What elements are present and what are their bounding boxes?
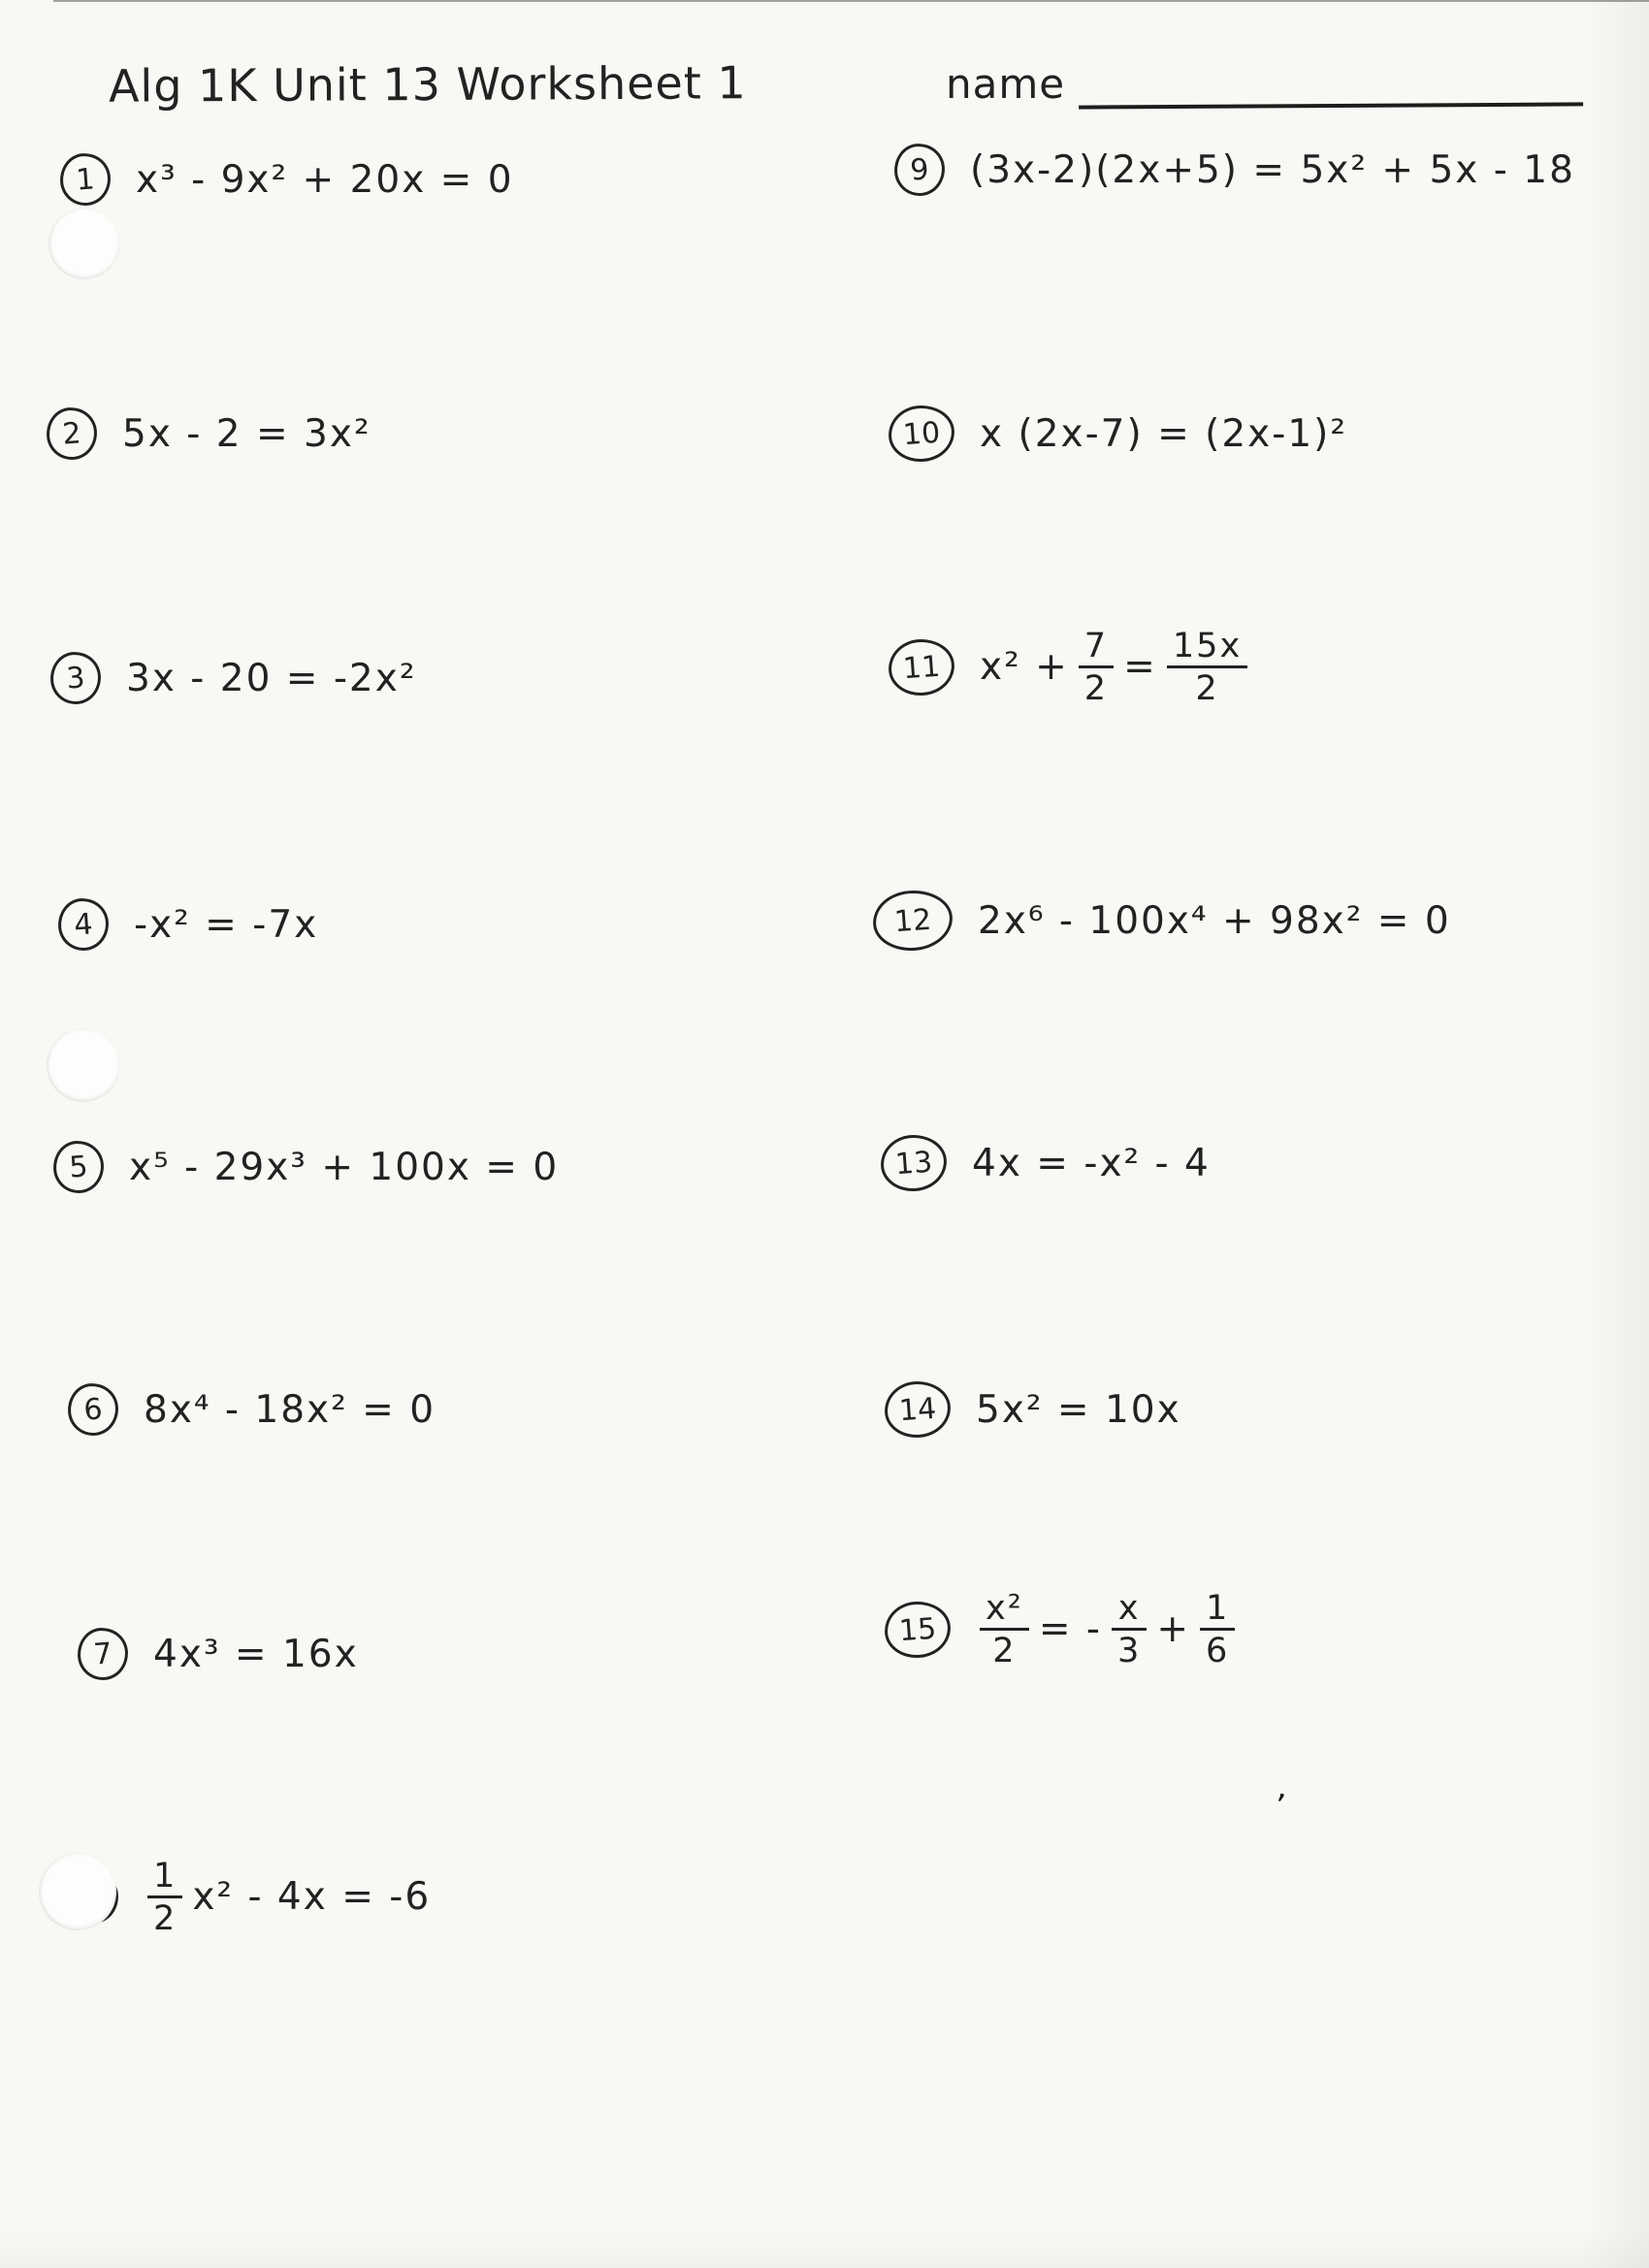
hole-punch-middle: [47, 1028, 120, 1102]
worksheet-title: Alg 1K Unit 13 Worksheet 1: [108, 56, 747, 113]
problem-14: [885, 1381, 1181, 1438]
problem-10-equation: x (2x-7) = (2x-1)²: [980, 411, 1348, 456]
problem-2: [47, 407, 372, 460]
problem-2-number-circle: 2: [45, 405, 99, 461]
problem-5-equation: x⁵ - 29x³ + 100x = 0: [129, 1145, 560, 1189]
problem-6-number-circle: 6: [66, 1381, 120, 1437]
problem-9: [894, 144, 1575, 196]
problem-12-equation: 2x⁶ - 100x⁴ + 98x² = 0: [978, 898, 1451, 943]
scan-edge-artifact: [53, 0, 1649, 2]
hole-punch-top: [48, 208, 120, 279]
stray-ink-mark: ’: [1272, 1787, 1277, 1826]
name-blank-line: [1079, 65, 1583, 109]
problem-4-equation: -x² = -7x: [134, 902, 319, 947]
problem-4: [58, 898, 318, 951]
problem-12: [873, 891, 1451, 951]
problem-8: [68, 1856, 432, 1939]
problem-7: [78, 1628, 359, 1680]
problem-10-number-circle: 10: [887, 404, 956, 465]
problem-6-equation: 8x⁴ - 18x² = 0: [144, 1387, 436, 1432]
problem-11: [889, 626, 1251, 709]
problem-10: [889, 405, 1347, 462]
problem-4-number-circle: 4: [56, 896, 111, 952]
problem-14-equation: 5x² = 10x: [976, 1387, 1181, 1432]
name-label: name: [946, 60, 1066, 108]
problem-9-equation: (3x-2)(2x+5) = 5x² + 5x - 18: [970, 147, 1575, 192]
problem-3: [50, 652, 416, 704]
problem-8-equation: $\frac{1}{2}$ x² - 4x = -6: [144, 1859, 431, 1935]
problem-14-number-circle: 14: [883, 1379, 953, 1441]
problem-6: [68, 1383, 436, 1436]
problem-13: [881, 1135, 1211, 1191]
scan-shade-bottom: [0, 2229, 1649, 2268]
problem-7-number-circle: 7: [76, 1626, 130, 1681]
problem-3-equation: 3x - 20 = -2x²: [126, 656, 417, 700]
problem-1: [60, 153, 514, 206]
problem-1-equation: x³ - 9x² + 20x = 0: [136, 157, 514, 202]
problem-13-equation: 4x = -x² - 4: [972, 1141, 1211, 1185]
hole-punch-bottom: [39, 1853, 116, 1930]
problem-9-number-circle: 9: [892, 142, 947, 197]
problem-15-number-circle: 15: [883, 1599, 953, 1660]
scan-shade-right: [1581, 0, 1649, 2268]
problem-12-number-circle: 12: [871, 888, 954, 954]
problem-3-number-circle: 3: [48, 650, 103, 705]
problem-7-equation: 4x³ = 16x: [153, 1632, 359, 1676]
problem-5: [53, 1141, 559, 1193]
problem-1-number-circle: 1: [58, 151, 113, 207]
problem-11-equation: x² + $\frac{7}{2}$ = $\frac{15x}{2}$: [980, 629, 1251, 705]
name-field-row: [946, 60, 1583, 108]
problem-11-number-circle: 11: [887, 636, 956, 697]
problem-13-number-circle: 13: [879, 1133, 949, 1194]
problem-2-equation: 5x - 2 = 3x²: [122, 411, 372, 456]
problem-5-number-circle: 5: [51, 1139, 106, 1194]
problem-15-equation: $\frac{\text{x²}}{2}$ = - $\frac{x}{3}$ + $\frac{1}{6}$: [976, 1591, 1239, 1668]
problem-15: [885, 1588, 1239, 1671]
